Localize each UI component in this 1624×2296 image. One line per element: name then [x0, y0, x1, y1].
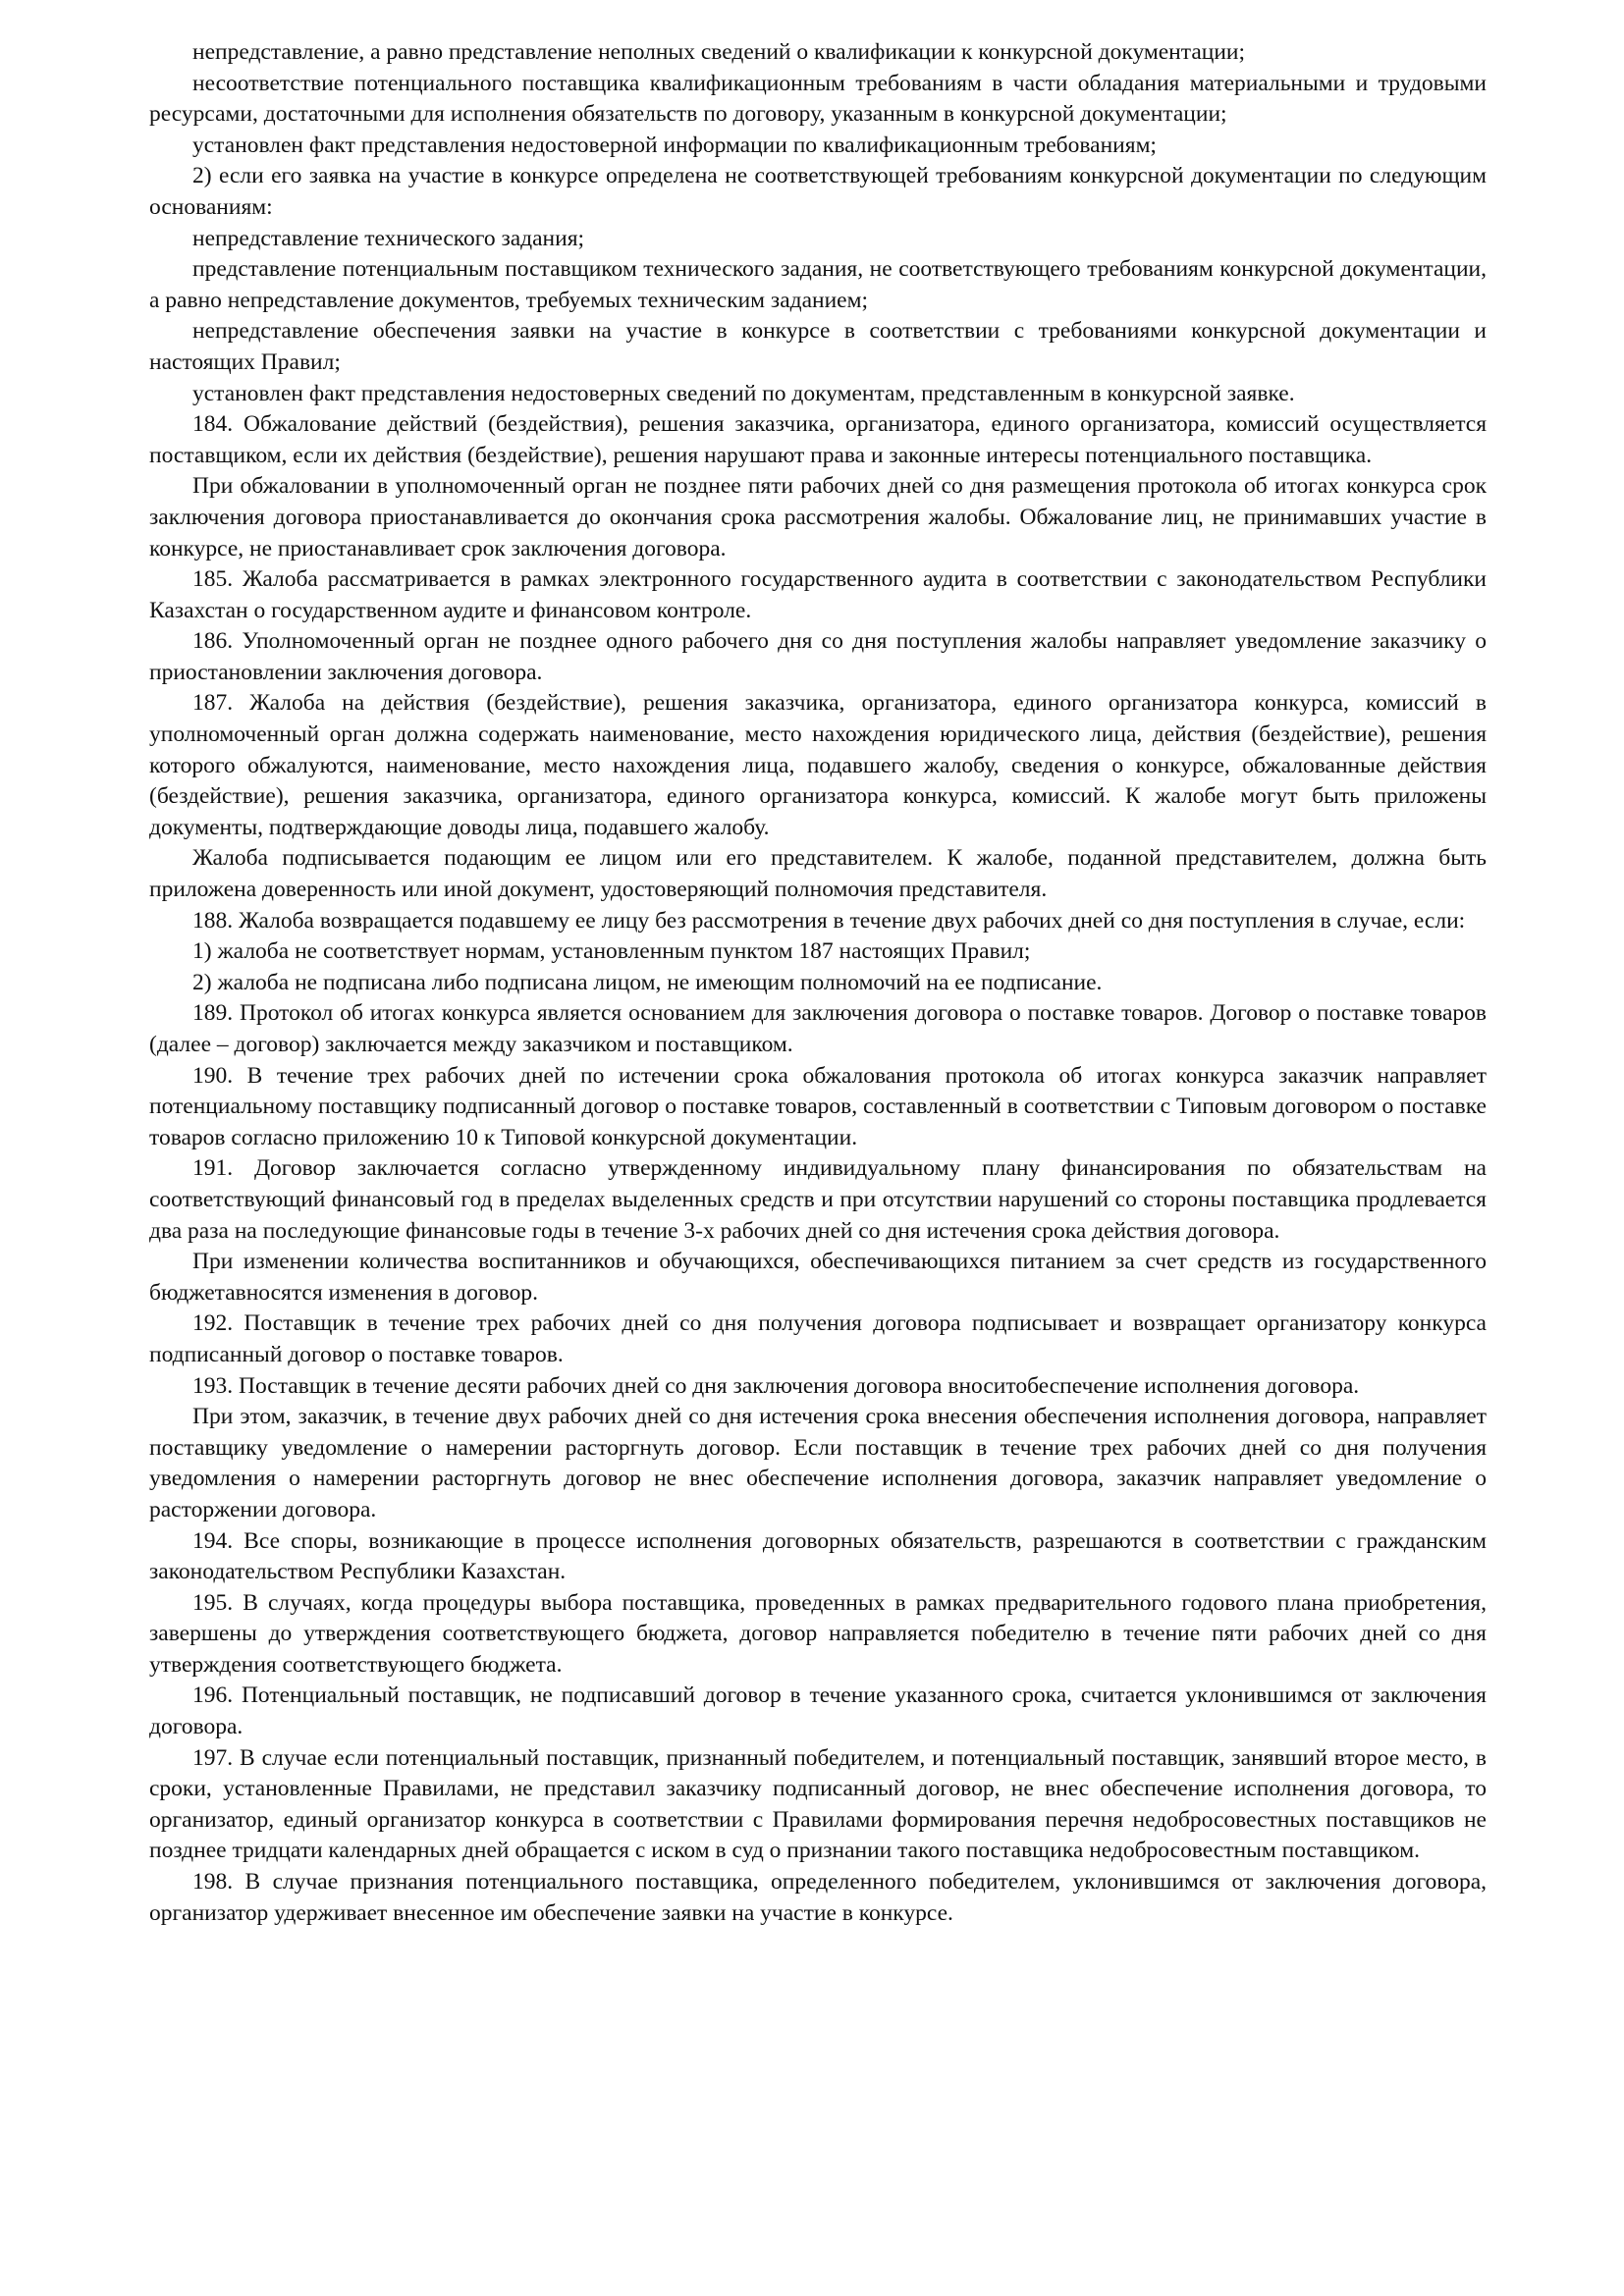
paragraph: 2) жалоба не подписана либо подписана лицом, не имеющим полномочий на ее подписание.: [192, 969, 1103, 995]
paragraph-193: 193. Поставщик в течение десяти рабочих дней со дня заключения договора вноситобеспечение исполнения договора.: [192, 1372, 1360, 1399]
paragraph: При этом, заказчик, в течение двух рабочих дней со дня истечения срока внесения обеспечения исполнения договора, направляет поставщику уведомление о намерении расторгнуть договор. Если поставщик в течение трех рабочих дней со дня получения уведомления о намерении расторгнуть договор не внес обеспечение исполнения договора, заказчик направляет уведомление о расторжении договора.: [149, 1404, 1487, 1522]
paragraph: При обжаловании в уполномоченный орган не позднее пяти рабочих дней со дня размещения протокола об итогах конкурса срок заключения договора приостанавливается до окончания срока рассмотрения жалобы. Обжалование лиц, не принимавших участие в конкурсе, не приостанавливает срок заключения договора.: [149, 473, 1487, 561]
paragraph-191: 191. Договор заключается согласно утвержденному индивидуальному плану финансирования по обязательствам на соответствующий финансовый год в пределах выделенных средств и при отсутствии нарушений со стороны поставщика продлевается два раза на последующие финансовые годы в течение 3-х рабочих дней со дня истечения срока действия договора.: [149, 1155, 1487, 1244]
paragraph: 1) жалоба не соответствует нормам, установленным пунктом 187 настоящих Правил;: [192, 938, 1031, 965]
paragraph-185: 185. Жалоба рассматривается в рамках электронного государственного аудита в соответствии с законодательством Республики Казахстан о государственном аудите и финансовом контроле.: [149, 566, 1487, 623]
paragraph-198: 198. В случае признания потенциального поставщика, определенного победителем, уклонившимся от заключения договора, организатор удерживает внесенное им обеспечение заявки на участие в конкурсе.: [149, 1869, 1487, 1926]
paragraph: установлен факт представления недостоверных сведений по документам, представленным в конкурсной заявке.: [192, 380, 1295, 406]
paragraph-190: 190. В течение трех рабочих дней по истечении срока обжалования протокола об итогах конкурса заказчик направляет потенциальному поставщику подписанный договор о поставке товаров, составленный в соответствии с Типовым договором о поставке товаров согласно приложению 10 к Типовой конкурсной документации.: [149, 1062, 1487, 1150]
paragraph: непредставление обеспечения заявки на участие в конкурсе в соответствии с требованиями конкурсной документации и настоящих Правил;: [149, 318, 1487, 375]
paragraph-195: 195. В случаях, когда процедуры выбора поставщика, проведенных в рамках предварительного годового плана приобретения, завершены до утверждения соответствующего бюджета, договор направляется победителю в течение пяти рабочих дней со дня утверждения соответствующего бюджета.: [149, 1589, 1487, 1678]
paragraph-188: 188. Жалоба возвращается подавшему ее лицу без рассмотрения в течение двух рабочих дней со дня поступления в случае, если:: [192, 907, 1466, 934]
paragraph-187: 187. Жалоба на действия (бездействие), решения заказчика, организатора, единого организатора конкурса, комиссий в уполномоченный орган должна содержать наименование, место нахождения юридического лица, действия (бездействие), решения которого обжалуются, наименование, место нахождения лица, подавшего жалобу, сведения о конкурсе, обжалованные действия (бездействие), решения заказчика, организатора, единого организатора конкурса, комиссий. К жалобе могут быть приложены документы, подтверждающие доводы лица, подавшего жалобу.: [149, 690, 1487, 840]
paragraph: 2) если его заявка на участие в конкурсе определена не соответствующей требованиям конкурсной документации по следующим основаниям:: [149, 163, 1487, 220]
paragraph: При изменении количества воспитанников и обучающихся, обеспечивающихся питанием за счет средств из государственного бюджетавносятся изменения в договор.: [149, 1249, 1487, 1306]
paragraph-197: 197. В случае если потенциальный поставщик, признанный победителем, и потенциальный поставщик, занявший второе место, в сроки, установленные Правилами, не представил заказчику подписанный договор, не внес обеспечение исполнения договора, то организатор, единый организатор конкурса в соответствии с Правилами формирования перечня недобросовестных поставщиков не позднее тридцати календарных дней обращается с иском в суд о признании такого поставщика недобросовестным поставщиком.: [149, 1744, 1487, 1864]
paragraph-189: 189. Протокол об итогах конкурса является основанием для заключения договора о поставке товаров. Договор о поставке товаров (далее – договор) заключается между заказчиком и поставщиком.: [149, 1000, 1487, 1057]
paragraph-196: 196. Потенциальный поставщик, не подписавший договор в течение указанного срока, считается уклонившимся от заключения договора.: [149, 1682, 1487, 1740]
paragraph-184: 184. Обжалование действий (бездействия), решения заказчика, организатора, единого организатора, комиссий осуществляется поставщиком, если их действия (бездействие), решения нарушают права и законные интересы потенциального поставщика.: [149, 411, 1487, 468]
paragraph-194: 194. Все споры, возникающие в процессе исполнения договорных обязательств, разрешаются в соответствии с гражданским законодательством Республики Казахстан.: [149, 1527, 1487, 1585]
document-page: [149, 37, 1487, 1929]
paragraph: Жалоба подписывается подающим ее лицом или его представителем. К жалобе, поданной представителем, должна быть приложена доверенность или иной документ, удостоверяющий полномочия представителя.: [149, 845, 1487, 903]
paragraph: несоответствие потенциального поставщика квалификационным требованиям в части обладания материальными и трудовыми ресурсами, достаточными для исполнения обязательств по договору, указанным в конкурсной документации;: [149, 70, 1487, 128]
paragraph: непредставление, а равно представление неполных сведений о квалификации к конкурсной документации;: [192, 39, 1246, 65]
paragraph-192: 192. Поставщик в течение трех рабочих дней со дня получения договора подписывает и возвращает организатору конкурса подписанный договор о поставке товаров.: [149, 1310, 1487, 1367]
paragraph: непредставление технического задания;: [192, 225, 585, 251]
paragraph: представление потенциальным поставщиком технического задания, не соответствующего требованиям конкурсной документации, а равно непредставление документов, требуемых техническим заданием;: [149, 256, 1487, 313]
paragraph: установлен факт представления недостоверной информации по квалификационным требованиям;: [192, 132, 1157, 158]
paragraph-186: 186. Уполномоченный орган не позднее одного рабочего дня со дня поступления жалобы направляет уведомление заказчику о приостановлении заключения договора.: [149, 628, 1487, 685]
